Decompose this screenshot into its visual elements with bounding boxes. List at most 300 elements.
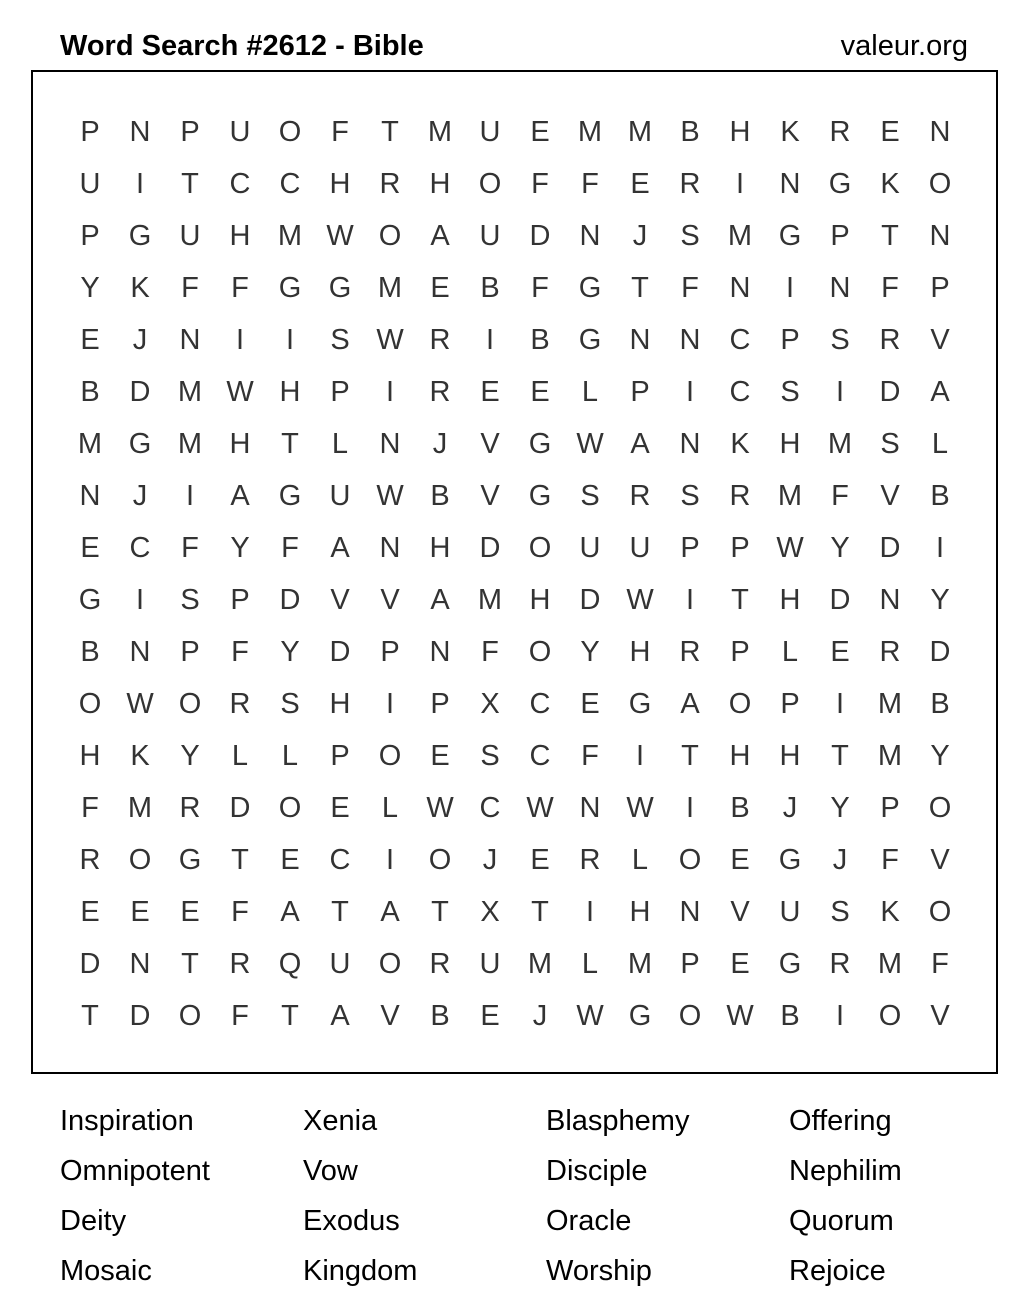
grid-letter[interactable]: J [432, 427, 448, 460]
grid-letter[interactable]: V [880, 479, 900, 512]
grid-letter[interactable]: G [578, 271, 602, 304]
grid-letter[interactable]: H [329, 687, 351, 720]
grid-letter[interactable]: F [581, 739, 599, 772]
grid-letter[interactable]: E [880, 115, 900, 148]
grid-letter[interactable]: Y [80, 271, 100, 304]
grid-letter[interactable]: H [529, 583, 551, 616]
grid-letter[interactable]: N [929, 219, 951, 252]
grid-letter[interactable]: W [226, 375, 254, 408]
grid-letter[interactable]: O [878, 999, 902, 1032]
grid-letter[interactable]: C [729, 323, 751, 356]
grid-letter[interactable]: E [480, 375, 500, 408]
grid-letter[interactable]: U [479, 115, 501, 148]
grid-letter[interactable]: D [79, 947, 101, 980]
grid-letter[interactable]: L [581, 375, 599, 408]
grid-letter[interactable]: S [180, 583, 200, 616]
grid-letter[interactable]: I [235, 323, 245, 356]
grid-letter[interactable]: B [930, 479, 950, 512]
grid-letter[interactable]: V [330, 583, 350, 616]
grid-letter[interactable]: U [629, 531, 651, 564]
grid-letter[interactable]: O [678, 843, 702, 876]
grid-letter[interactable]: O [678, 999, 702, 1032]
grid-letter[interactable]: N [729, 271, 751, 304]
grid-letter[interactable]: W [376, 323, 404, 356]
grid-letter[interactable]: S [330, 323, 350, 356]
grid-letter[interactable]: T [181, 947, 199, 980]
grid-letter[interactable]: Y [930, 583, 950, 616]
grid-letter[interactable]: E [530, 375, 550, 408]
grid-letter[interactable]: T [331, 895, 349, 928]
grid-letter[interactable]: B [480, 271, 500, 304]
grid-letter[interactable]: S [780, 375, 800, 408]
grid-letter[interactable]: F [881, 843, 899, 876]
grid-letter[interactable]: I [735, 167, 745, 200]
grid-letter[interactable]: V [380, 999, 400, 1032]
grid-letter[interactable]: O [478, 167, 502, 200]
grid-letter[interactable]: E [730, 843, 750, 876]
grid-letter[interactable]: O [178, 999, 202, 1032]
grid-letter[interactable]: I [935, 531, 945, 564]
grid-letter[interactable]: R [679, 635, 701, 668]
grid-letter[interactable]: M [127, 791, 153, 824]
grid-letter[interactable]: U [329, 947, 351, 980]
grid-letter[interactable]: R [179, 791, 201, 824]
grid-letter[interactable]: N [679, 427, 701, 460]
grid-letter[interactable]: R [229, 947, 251, 980]
grid-letter[interactable]: H [79, 739, 101, 772]
grid-letter[interactable]: P [730, 635, 750, 668]
grid-letter[interactable]: T [281, 999, 299, 1032]
grid-letter[interactable]: F [931, 947, 949, 980]
grid-letter[interactable]: W [626, 583, 654, 616]
grid-letter[interactable]: G [778, 219, 802, 252]
grid-letter[interactable]: P [680, 531, 700, 564]
grid-letter[interactable]: K [130, 739, 150, 772]
grid-letter[interactable]: E [430, 739, 450, 772]
grid-letter[interactable]: M [427, 115, 453, 148]
grid-letter[interactable]: T [281, 427, 299, 460]
grid-letter[interactable]: P [930, 271, 950, 304]
grid-letter[interactable]: Y [180, 739, 200, 772]
grid-letter[interactable]: M [777, 479, 803, 512]
grid-letter[interactable]: N [579, 219, 601, 252]
grid-letter[interactable]: R [729, 479, 751, 512]
grid-letter[interactable]: K [880, 895, 900, 928]
grid-letter[interactable]: Y [230, 531, 250, 564]
grid-letter[interactable]: U [479, 219, 501, 252]
grid-letter[interactable]: V [730, 895, 750, 928]
grid-letter[interactable]: B [730, 791, 750, 824]
grid-letter[interactable]: D [929, 635, 951, 668]
grid-letter[interactable]: I [685, 583, 695, 616]
grid-letter[interactable]: R [579, 843, 601, 876]
grid-letter[interactable]: W [376, 479, 404, 512]
grid-letter[interactable]: B [80, 375, 100, 408]
grid-letter[interactable]: N [129, 947, 151, 980]
grid-letter[interactable]: H [229, 219, 251, 252]
grid-letter[interactable]: N [79, 479, 101, 512]
grid-letter[interactable]: E [80, 323, 100, 356]
grid-letter[interactable]: N [629, 323, 651, 356]
grid-letter[interactable]: W [526, 791, 554, 824]
grid-letter[interactable]: F [231, 999, 249, 1032]
grid-letter[interactable]: V [480, 427, 500, 460]
grid-letter[interactable]: P [180, 115, 200, 148]
grid-letter[interactable]: S [580, 479, 600, 512]
grid-letter[interactable]: G [278, 271, 302, 304]
grid-letter[interactable]: E [630, 167, 650, 200]
grid-letter[interactable]: A [930, 375, 950, 408]
grid-letter[interactable]: U [479, 947, 501, 980]
grid-letter[interactable]: X [480, 895, 500, 928]
grid-letter[interactable]: H [329, 167, 351, 200]
grid-letter[interactable]: W [426, 791, 454, 824]
grid-letter[interactable]: M [877, 739, 903, 772]
grid-letter[interactable]: M [177, 375, 203, 408]
grid-letter[interactable]: P [80, 219, 100, 252]
grid-letter[interactable]: O [78, 687, 102, 720]
grid-letter[interactable]: O [528, 635, 552, 668]
grid-letter[interactable]: B [430, 479, 450, 512]
grid-letter[interactable]: O [178, 687, 202, 720]
grid-letter[interactable]: A [680, 687, 700, 720]
grid-letter[interactable]: H [429, 531, 451, 564]
grid-letter[interactable]: D [579, 583, 601, 616]
grid-letter[interactable]: H [729, 115, 751, 148]
grid-letter[interactable]: M [727, 219, 753, 252]
grid-letter[interactable]: D [279, 583, 301, 616]
grid-letter[interactable]: B [930, 687, 950, 720]
grid-letter[interactable]: E [80, 895, 100, 928]
grid-letter[interactable]: J [132, 479, 148, 512]
grid-letter[interactable]: V [930, 999, 950, 1032]
grid-letter[interactable]: C [129, 531, 151, 564]
grid-letter[interactable]: O [378, 219, 402, 252]
grid-letter[interactable]: I [835, 999, 845, 1032]
grid-letter[interactable]: A [430, 583, 450, 616]
grid-letter[interactable]: I [485, 323, 495, 356]
grid-letter[interactable]: K [130, 271, 150, 304]
grid-letter[interactable]: O [928, 791, 952, 824]
grid-letter[interactable]: J [632, 219, 648, 252]
grid-letter[interactable]: T [431, 895, 449, 928]
grid-letter[interactable]: P [780, 323, 800, 356]
grid-letter[interactable]: F [81, 791, 99, 824]
grid-letter[interactable]: I [835, 687, 845, 720]
grid-letter[interactable]: G [628, 999, 652, 1032]
grid-letter[interactable]: C [529, 687, 551, 720]
grid-letter[interactable]: C [229, 167, 251, 200]
grid-letter[interactable]: P [330, 739, 350, 772]
grid-letter[interactable]: S [830, 895, 850, 928]
grid-letter[interactable]: W [776, 531, 804, 564]
grid-letter[interactable]: C [479, 791, 501, 824]
grid-letter[interactable]: E [280, 843, 300, 876]
grid-letter[interactable]: E [430, 271, 450, 304]
grid-letter[interactable]: M [477, 583, 503, 616]
grid-letter[interactable]: Y [830, 531, 850, 564]
grid-letter[interactable]: R [829, 115, 851, 148]
grid-letter[interactable]: M [627, 115, 653, 148]
grid-letter[interactable]: I [835, 375, 845, 408]
grid-letter[interactable]: R [429, 947, 451, 980]
grid-letter[interactable]: O [278, 791, 302, 824]
grid-letter[interactable]: G [178, 843, 202, 876]
grid-letter[interactable]: F [481, 635, 499, 668]
grid-letter[interactable]: G [328, 271, 352, 304]
grid-letter[interactable]: F [831, 479, 849, 512]
grid-letter[interactable]: R [79, 843, 101, 876]
grid-letter[interactable]: M [627, 947, 653, 980]
grid-letter[interactable]: F [531, 167, 549, 200]
grid-letter[interactable]: T [381, 115, 399, 148]
grid-letter[interactable]: G [128, 427, 152, 460]
grid-letter[interactable]: O [428, 843, 452, 876]
grid-letter[interactable]: O [528, 531, 552, 564]
grid-letter[interactable]: M [277, 219, 303, 252]
grid-letter[interactable]: E [830, 635, 850, 668]
grid-letter[interactable]: U [79, 167, 101, 200]
grid-letter[interactable]: P [430, 687, 450, 720]
grid-letter[interactable]: F [331, 115, 349, 148]
grid-letter[interactable]: N [429, 635, 451, 668]
grid-letter[interactable]: S [830, 323, 850, 356]
grid-letter[interactable]: A [230, 479, 250, 512]
grid-letter[interactable]: F [181, 271, 199, 304]
grid-letter[interactable]: G [578, 323, 602, 356]
grid-letter[interactable]: W [726, 999, 754, 1032]
grid-letter[interactable]: F [881, 271, 899, 304]
grid-letter[interactable]: C [329, 843, 351, 876]
grid-letter[interactable]: R [829, 947, 851, 980]
grid-letter[interactable]: L [781, 635, 799, 668]
grid-letter[interactable]: I [385, 375, 395, 408]
grid-letter[interactable]: Q [278, 947, 302, 980]
grid-letter[interactable]: H [779, 427, 801, 460]
grid-letter[interactable]: W [576, 999, 604, 1032]
grid-letter[interactable]: F [681, 271, 699, 304]
grid-letter[interactable]: D [529, 219, 551, 252]
grid-letter[interactable]: S [680, 479, 700, 512]
grid-letter[interactable]: P [830, 219, 850, 252]
grid-letter[interactable]: F [281, 531, 299, 564]
grid-letter[interactable]: M [377, 271, 403, 304]
grid-letter[interactable]: G [778, 843, 802, 876]
grid-letter[interactable]: P [630, 375, 650, 408]
grid-letter[interactable]: T [531, 895, 549, 928]
grid-letter[interactable]: N [679, 895, 701, 928]
grid-letter[interactable]: T [881, 219, 899, 252]
grid-letter[interactable]: O [728, 687, 752, 720]
grid-letter[interactable]: T [81, 999, 99, 1032]
grid-letter[interactable]: U [779, 895, 801, 928]
grid-letter[interactable]: B [530, 323, 550, 356]
grid-letter[interactable]: F [231, 635, 249, 668]
grid-letter[interactable]: E [580, 687, 600, 720]
grid-letter[interactable]: I [685, 375, 695, 408]
grid-letter[interactable]: M [577, 115, 603, 148]
grid-letter[interactable]: U [229, 115, 251, 148]
grid-letter[interactable]: I [135, 583, 145, 616]
grid-letter[interactable]: N [879, 583, 901, 616]
grid-letter[interactable]: A [630, 427, 650, 460]
grid-letter[interactable]: G [278, 479, 302, 512]
grid-letter[interactable]: E [330, 791, 350, 824]
grid-letter[interactable]: G [528, 479, 552, 512]
grid-letter[interactable]: M [827, 427, 853, 460]
grid-letter[interactable]: S [880, 427, 900, 460]
grid-letter[interactable]: N [679, 323, 701, 356]
grid-letter[interactable]: A [330, 999, 350, 1032]
grid-letter[interactable]: I [585, 895, 595, 928]
grid-letter[interactable]: R [629, 479, 651, 512]
grid-letter[interactable]: A [380, 895, 400, 928]
grid-letter[interactable]: Y [280, 635, 300, 668]
grid-letter[interactable]: N [579, 791, 601, 824]
grid-letter[interactable]: V [480, 479, 500, 512]
grid-letter[interactable]: F [531, 271, 549, 304]
grid-letter[interactable]: E [80, 531, 100, 564]
grid-letter[interactable]: P [380, 635, 400, 668]
grid-letter[interactable]: D [329, 635, 351, 668]
grid-letter[interactable]: B [780, 999, 800, 1032]
grid-letter[interactable]: P [730, 531, 750, 564]
grid-letter[interactable]: O [378, 947, 402, 980]
grid-letter[interactable]: T [831, 739, 849, 772]
grid-letter[interactable]: P [80, 115, 100, 148]
grid-letter[interactable]: W [126, 687, 154, 720]
grid-letter[interactable]: M [877, 947, 903, 980]
grid-letter[interactable]: L [631, 843, 649, 876]
grid-letter[interactable]: M [77, 427, 103, 460]
grid-letter[interactable]: R [879, 323, 901, 356]
grid-letter[interactable]: I [285, 323, 295, 356]
grid-letter[interactable]: H [429, 167, 451, 200]
grid-letter[interactable]: L [231, 739, 249, 772]
grid-letter[interactable]: N [779, 167, 801, 200]
grid-letter[interactable]: F [181, 531, 199, 564]
grid-letter[interactable]: J [832, 843, 848, 876]
grid-letter[interactable]: I [785, 271, 795, 304]
grid-letter[interactable]: O [378, 739, 402, 772]
grid-letter[interactable]: U [579, 531, 601, 564]
grid-letter[interactable]: D [129, 999, 151, 1032]
grid-letter[interactable]: C [729, 375, 751, 408]
grid-letter[interactable]: N [129, 115, 151, 148]
grid-letter[interactable]: G [128, 219, 152, 252]
grid-letter[interactable]: B [80, 635, 100, 668]
grid-letter[interactable]: T [681, 739, 699, 772]
grid-letter[interactable]: C [529, 739, 551, 772]
grid-letter[interactable]: G [828, 167, 852, 200]
grid-letter[interactable]: O [928, 895, 952, 928]
grid-letter[interactable]: T [631, 271, 649, 304]
grid-letter[interactable]: S [480, 739, 500, 772]
grid-letter[interactable]: V [380, 583, 400, 616]
grid-letter[interactable]: J [132, 323, 148, 356]
grid-letter[interactable]: N [829, 271, 851, 304]
grid-letter[interactable]: G [628, 687, 652, 720]
grid-letter[interactable]: N [379, 531, 401, 564]
grid-letter[interactable]: H [779, 739, 801, 772]
grid-letter[interactable]: I [385, 687, 395, 720]
grid-letter[interactable]: H [729, 739, 751, 772]
grid-letter[interactable]: E [530, 843, 550, 876]
grid-letter[interactable]: A [330, 531, 350, 564]
grid-letter[interactable]: K [780, 115, 800, 148]
grid-letter[interactable]: D [829, 583, 851, 616]
grid-letter[interactable]: E [130, 895, 150, 928]
grid-letter[interactable]: L [931, 427, 949, 460]
grid-letter[interactable]: A [280, 895, 300, 928]
grid-letter[interactable]: Y [930, 739, 950, 772]
grid-letter[interactable]: T [231, 843, 249, 876]
grid-letter[interactable]: L [581, 947, 599, 980]
grid-letter[interactable]: R [429, 323, 451, 356]
grid-letter[interactable]: P [330, 375, 350, 408]
grid-letter[interactable]: S [280, 687, 300, 720]
grid-letter[interactable]: P [880, 791, 900, 824]
grid-letter[interactable]: M [177, 427, 203, 460]
grid-letter[interactable]: R [679, 167, 701, 200]
grid-letter[interactable]: N [129, 635, 151, 668]
grid-letter[interactable]: N [179, 323, 201, 356]
grid-letter[interactable]: N [379, 427, 401, 460]
grid-letter[interactable]: D [879, 531, 901, 564]
grid-letter[interactable]: B [430, 999, 450, 1032]
grid-letter[interactable]: P [230, 583, 250, 616]
grid-letter[interactable]: H [779, 583, 801, 616]
grid-letter[interactable]: N [929, 115, 951, 148]
grid-letter[interactable]: K [880, 167, 900, 200]
grid-letter[interactable]: G [778, 947, 802, 980]
grid-letter[interactable]: S [680, 219, 700, 252]
grid-letter[interactable]: H [279, 375, 301, 408]
grid-letter[interactable]: B [680, 115, 700, 148]
grid-letter[interactable]: I [135, 167, 145, 200]
grid-letter[interactable]: D [879, 375, 901, 408]
grid-letter[interactable]: L [331, 427, 349, 460]
grid-letter[interactable]: I [635, 739, 645, 772]
grid-letter[interactable]: T [181, 167, 199, 200]
grid-letter[interactable]: D [479, 531, 501, 564]
grid-letter[interactable]: Y [580, 635, 600, 668]
grid-letter[interactable]: D [229, 791, 251, 824]
grid-letter[interactable]: R [379, 167, 401, 200]
grid-letter[interactable]: R [229, 687, 251, 720]
grid-letter[interactable]: O [128, 843, 152, 876]
grid-letter[interactable]: D [129, 375, 151, 408]
grid-letter[interactable]: J [782, 791, 798, 824]
grid-letter[interactable]: G [528, 427, 552, 460]
grid-letter[interactable]: J [482, 843, 498, 876]
grid-letter[interactable]: Y [830, 791, 850, 824]
grid-letter[interactable]: G [78, 583, 102, 616]
grid-letter[interactable]: E [180, 895, 200, 928]
grid-letter[interactable]: U [329, 479, 351, 512]
grid-letter[interactable]: V [930, 843, 950, 876]
grid-letter[interactable]: V [930, 323, 950, 356]
grid-letter[interactable]: I [185, 479, 195, 512]
grid-letter[interactable]: R [879, 635, 901, 668]
grid-letter[interactable]: E [530, 115, 550, 148]
grid-letter[interactable]: O [928, 167, 952, 200]
grid-letter[interactable]: F [231, 271, 249, 304]
grid-letter[interactable]: W [576, 427, 604, 460]
grid-letter[interactable]: M [527, 947, 553, 980]
grid-letter[interactable]: M [877, 687, 903, 720]
grid-letter[interactable]: W [326, 219, 354, 252]
